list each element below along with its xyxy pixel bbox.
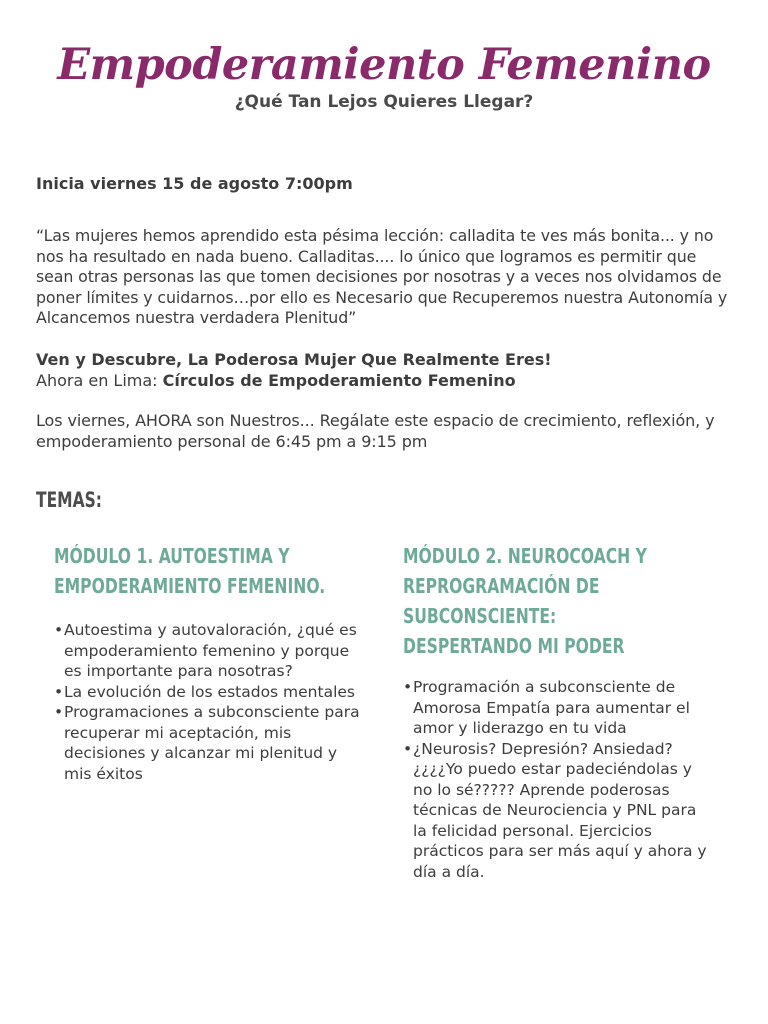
temas-heading: TEMAS: <box>36 488 102 512</box>
list-item <box>54 620 369 682</box>
page-title: Empoderamiento Femenino <box>57 40 711 90</box>
list-item-text: Autoestima y autovaloración, ¿qué es empoderamiento femenino y porque es importante para nosotras? <box>64 621 357 680</box>
list-item <box>54 702 369 784</box>
list-item-text: La evolución de los estados mentales <box>64 682 356 701</box>
lima-program-name: Círculos de Empoderamiento Femenino <box>162 370 516 390</box>
module-1-heading-line: EMPODERAMIENTO FEMENINO. <box>54 574 326 598</box>
module-2-topic-list <box>403 677 713 882</box>
list-item-text: ¿Neurosis? Depresión? Ansiedad? ¿¿¿¿Yo puedo estar padeciéndolas y no lo sé????? Aprende poderosas técnicas de Neurociencia y PNL para la felicidad personal. Ejercicios prácticos para ser más aquí y ahora y día a día. <box>413 739 707 881</box>
list-item <box>403 739 713 883</box>
module-2-heading <box>403 541 647 661</box>
invitation-line <box>36 350 736 371</box>
bullet-icon: • <box>54 621 64 639</box>
lima-line <box>36 371 736 392</box>
list-item-text: Programaciones a subconsciente para recuperar mi aceptación, mis decisiones y alcanzar mi plenitud y mis éxitos <box>64 703 360 783</box>
start-date: Inicia viernes 15 de agosto 7:00pm <box>36 174 353 193</box>
module-2-heading-line: DESPERTANDO MI PODER <box>403 634 625 658</box>
module-2-heading-line: MÓDULO 2. NEUROCOACH Y <box>403 544 647 568</box>
intro-quote: “Las mujeres hemos aprendido esta pésima lección: calladita te ves más bonita... y no nos ha resultado en nada bueno. Calladitas.... lo único que logramos es permitir que sean otras personas las que tomen decisiones por nosotras y a veces nos olvidamos de poner límites y cuidarnos…por ello es Necesario que Recuperemos nuestra Autonomía y Alcancemos nuestra verdadera Plenitud” <box>36 226 728 327</box>
module-2-heading-line: SUBCONSCIENTE: <box>403 604 557 628</box>
invitation-block <box>36 350 736 391</box>
page-subtitle: ¿Qué Tan Lejos Quieres Llegar? <box>234 92 534 112</box>
schedule-text: Los viernes, AHORA son Nuestros... Regálate este espacio de crecimiento, reflexión, y empoderamiento personal de 6:45 pm a 9:15 pm <box>36 411 715 451</box>
bullet-icon: • <box>403 678 413 696</box>
list-item <box>403 677 713 739</box>
lima-prefix: Ahora en Lima: <box>36 370 163 390</box>
list-item <box>54 682 369 703</box>
invitation-text: Ven y Descubre, La Poderosa Mujer Que Realmente Eres! <box>36 350 552 369</box>
list-item-text: Programación a subconsciente de Amorosa Empatía para aumentar el amor y liderazgo en tu vida <box>413 678 690 737</box>
module-1-heading-line: MÓDULO 1. AUTOESTIMA Y <box>54 544 290 568</box>
bullet-icon: • <box>403 739 413 758</box>
module-1-topic-list <box>54 620 369 784</box>
module-2-heading-line: REPROGRAMACIÓN DE <box>403 574 600 598</box>
bullet-icon: • <box>54 703 64 721</box>
bullet-icon: • <box>54 682 64 701</box>
module-1-heading <box>54 541 325 601</box>
